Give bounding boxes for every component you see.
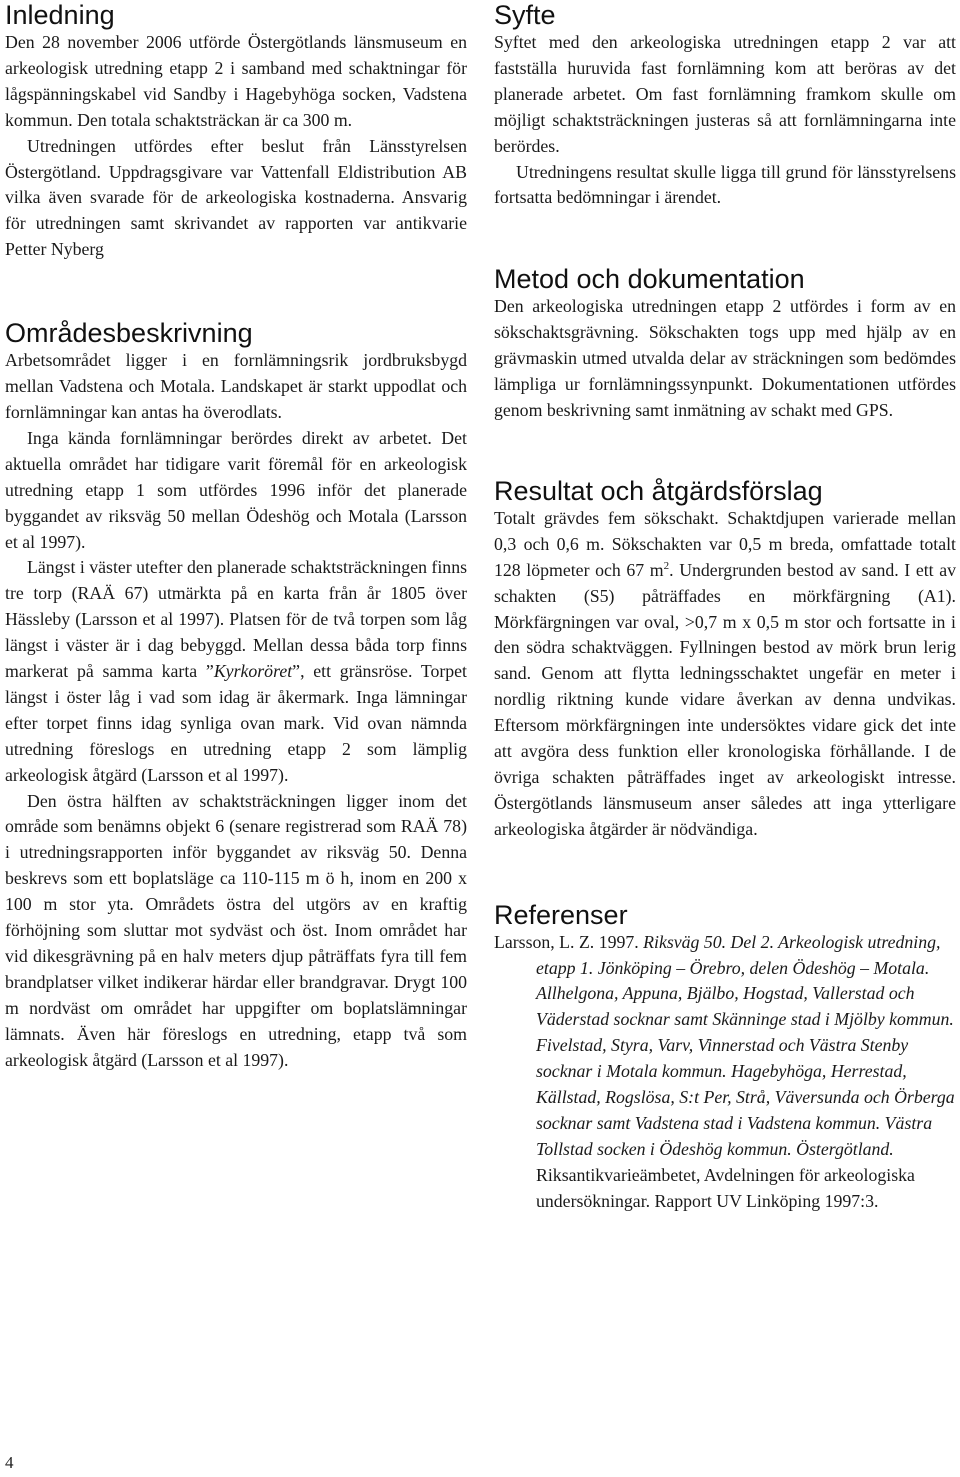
heading-omradesbeskrivning: Områdesbeskrivning — [5, 318, 253, 349]
left-column — [5, 0, 467, 1074]
heading-resultat: Resultat och åtgärdsförslag — [494, 475, 823, 506]
page-number: 4 — [5, 1453, 14, 1472]
kyrkororet-italic: Kyrkoröret — [213, 661, 293, 682]
heading-referenser: Referenser — [494, 899, 628, 930]
superscript-2: 2 — [663, 559, 670, 572]
right-column — [494, 0, 956, 1215]
omrade-p3-text-b: ”, ett gränsröse. Torpet längst i öster låg i vad som idag är åkermark. Inga lämningar efter torpet finns idag synliga ovan mark. Vid ovan nämnda utredning föreslogs en utredning etapp 2 som lämplig arkeologisk åtgärd (Larsson et al 1997). — [5, 661, 467, 785]
reference-entry — [494, 930, 956, 1215]
reference-author: Larsson, L. Z. 1997. — [494, 931, 644, 952]
heading-metod: Metod och dokumentation — [494, 264, 805, 295]
omrade-paragraph-1: Arbetsområdet ligger i en fornlämningsrik jordbruksbygd mellan Vadstena och Motala. Landskapet är starkt uppodlat och fornlämningar kan antas ha överodlats. — [5, 350, 467, 422]
resultat-text-b: . Undergrunden bestod av sand. I ett av schakten (S5) påträffades en mörkfärgning (A1). Mörkfärgningen var oval, >0,7 m x 0,5 m stor och fortsatte in i den södra schaktväggen. Fyllningen bestod av mörk brun lerig sand. Genom att flytta ledningsschaktet ungefär en meter i nordlig riktning kunde vidare åverkan av denna undvikas. Eftersom mörkfärgningen inte undersöktes vidare gick det inte att avgöra dess funktion eller kronologiska förhållande. I de övriga schakten påträffades inget av arkeologiskt intresse. Östergötlands länsmuseum anser således att inga ytterligare arkeologiska åtgärder är nödvändiga. — [494, 559, 956, 839]
resultat-text-a: Totalt grävdes fem sökschakt. Schaktdjupen varierade mellan 0,3 och 0,6 m. Sökschakten var 0,5 m breda, omfattade totalt 128 löpmeter och 67 m — [494, 507, 956, 580]
resultat-paragraph-1 — [494, 506, 956, 843]
omrade-paragraph-3 — [5, 555, 467, 788]
omrade-p3-text-a: Längst i väster utefter den planerade schaktsträckningen finns tre torp (RAÄ 67) utmärkta på en karta från år 1805 över Hässleby (Larsson et al 1997). Platsen för de två torpen som låg längst i väster är i dag bebyggd. Mellan dessa båda torp finns markerat på samma karta ” — [5, 557, 467, 682]
omrade-paragraph-4: Den östra hälften av schaktsträckningen ligger inom det område som benämns objekt 6 (senare registrerad som RAÄ 78) i utredningsrapporten inför byggandet av riksväg 50. Denna beskrevs som ett boplatsläge ca 110-115 m ö h, inom en 200 x 100 m stor yta. Områdets östra del utgörs av en kraftig förhöjning som sluttar mot sydväst och öst. Inom området har vid dikesgrävning på en halv meters djup påträffats fyra till fem brandplatser vilket indikerar härdar eller brandgravar. Drygt 100 m nordväst om området har uppgifter om boplatslämningar lämnats. Även här föreslogs en utredning, etapp två som arkeologisk åtgärd (Larsson et al 1997). — [5, 790, 467, 1070]
inledning-paragraph-1: Den 28 november 2006 utförde Östergötlands länsmuseum en arkeologisk utredning etapp 2 i samband med schaktningar för lågspänningskabel vid Sandby i Hagebyhöga socken, Vadstena kommun. Den totala schaktsträckan är ca 300 m. — [5, 32, 467, 130]
heading-syfte: Syfte — [494, 0, 556, 30]
heading-inledning: Inledning — [5, 0, 115, 30]
inledning-paragraph-2: Utredningen utfördes efter beslut från Länsstyrelsen Östergötland. Uppdragsgivare var Vattenfall Eldistribution AB vilka även svarade för de arkeologiska kostnaderna. Ansvarig för utredningen samt skrivandet av rapporten var antikvarie Petter Nyberg — [5, 135, 467, 260]
reference-publisher: Riksantikvarieämbetet, Avdelningen för arkeologiska undersökningar. Rapport UV Linköping 1997:3. — [536, 1164, 915, 1211]
omrade-paragraph-2: Inga kända fornlämningar berördes direkt av arbetet. Det aktuella området har tidigare varit föremål för en arkeologisk utredning etapp 1 som utfördes 1996 inför det planerade byggandet av riksväg 50 mellan Ödeshög och Motala (Larsson et al 1997). — [5, 427, 467, 552]
metod-paragraph-1: Den arkeologiska utredningen etapp 2 utfördes i form av en sökschaktsgrävning. Sökschakten togs upp med hjälp av en grävmaskin utmed utvalda delar av sträckningen som bedömdes lämpliga ur fornlämningssynpunkt. Dokumentationen utfördes genom beskrivning samt inmätning av schakt med GPS. — [494, 296, 956, 420]
syfte-paragraph-1: Syftet med den arkeologiska utredningen etapp 2 var att fastställa huruvida fast fornlämning kom att beröras av det planerade arbetet. Om fast fornlämning framkom skulle om möjligt schaktsträckningen justeras så att fornlämningarna inte berördes. — [494, 32, 956, 156]
syfte-paragraph-2: Utredningens resultat skulle ligga till grund för länsstyrelsens fortsatta bedömningar i ärendet. — [494, 161, 956, 208]
reference-title: Riksväg 50. Del 2. Arkeologisk utredning, etapp 1. Jönköping – Örebro, delen Ödeshög – Motala. Allhelgona, Appuna, Bjälbo, Hogstad, Vallerstad och Väderstad socknar samt Skänninge stad i Mjölby kommun. Fivelstad, Styra, Varv, Vinnerstad och Västra Stenby socknar i Motala kommun. Hagebyhöga, Herrestad, Källstad, Rogslösa, S:t Per, Strå, Väversunda och Örberga socknar samt Vadstena stad i Vadstena kommun. Västra Tollstad socken i Ödeshög kommun. Östergötland. — [536, 931, 955, 1159]
